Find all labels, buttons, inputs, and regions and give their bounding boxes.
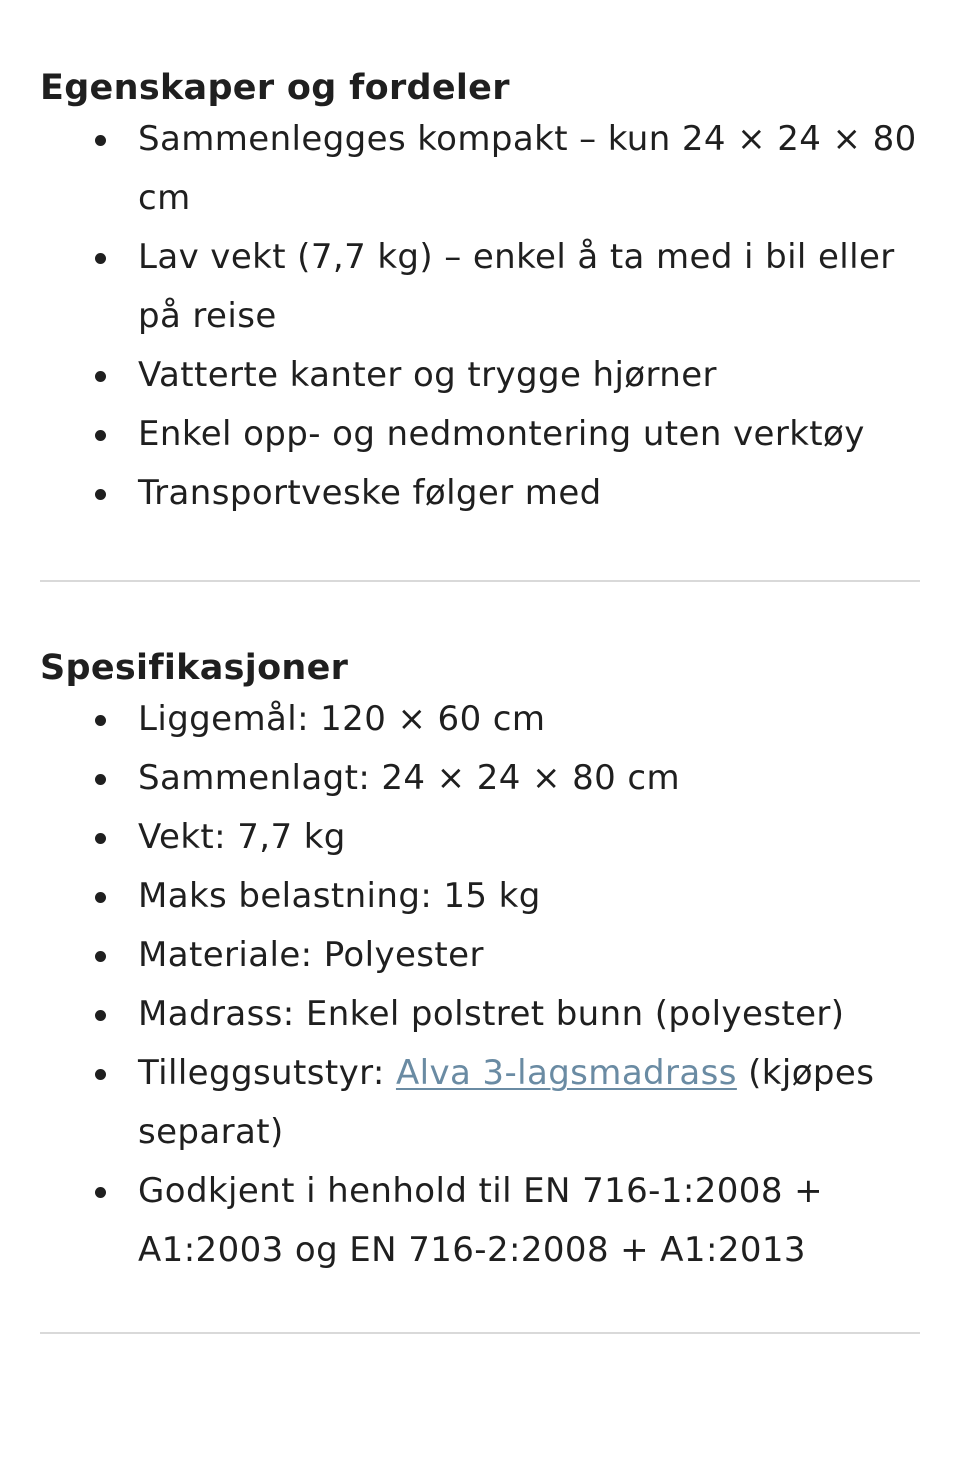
list-item bbox=[138, 749, 920, 808]
features-heading: Egenskaper og fordeler bbox=[40, 68, 510, 108]
bullet-icon bbox=[95, 1069, 106, 1080]
list-item bbox=[138, 690, 920, 749]
list-item-text: Enkel opp- og nedmontering uten verktøy bbox=[138, 414, 865, 454]
list-item bbox=[138, 464, 920, 523]
bullet-icon bbox=[95, 135, 106, 146]
bullet-icon bbox=[95, 1010, 106, 1021]
approval-text: Godkjent i henhold til EN 716-1:2008 + A1:2003 og EN 716-2:2008 + A1:2013 bbox=[138, 1171, 823, 1270]
bullet-icon bbox=[95, 833, 106, 844]
bullet-icon bbox=[95, 430, 106, 441]
list-item bbox=[138, 808, 920, 867]
list-item-text: Vekt: 7,7 kg bbox=[138, 817, 346, 857]
list-item-text: Sammenlagt: 24 × 24 × 80 cm bbox=[138, 758, 680, 798]
bullet-icon bbox=[95, 892, 106, 903]
list-item-text: Transportveske følger med bbox=[138, 473, 602, 513]
list-item-text: Vatterte kanter og trygge hjørner bbox=[138, 355, 717, 395]
list-item-text: Madrass: Enkel polstret bunn (polyester) bbox=[138, 994, 845, 1034]
list-item bbox=[138, 1044, 920, 1162]
bullet-icon bbox=[95, 774, 106, 785]
list-item bbox=[138, 1162, 920, 1280]
list-item bbox=[138, 346, 920, 405]
section-divider bbox=[40, 1332, 920, 1334]
bullet-icon bbox=[95, 1187, 106, 1198]
specs-list bbox=[40, 690, 920, 1280]
accessory-prefix: Tilleggsutstyr: bbox=[138, 1053, 396, 1093]
list-item bbox=[138, 405, 920, 464]
list-item-text: Materiale: Polyester bbox=[138, 935, 484, 975]
list-item-text: Sammenlegges kompakt – kun 24 × 24 × 80 cm bbox=[138, 119, 917, 218]
features-list bbox=[40, 110, 920, 523]
list-item bbox=[138, 985, 920, 1044]
list-item bbox=[138, 867, 920, 926]
list-item-text: Liggemål: 120 × 60 cm bbox=[138, 699, 546, 739]
bullet-icon bbox=[95, 715, 106, 726]
list-item-text: Maks belastning: 15 kg bbox=[138, 876, 541, 916]
list-item-text: Lav vekt (7,7 kg) – enkel å ta med i bil eller på reise bbox=[138, 237, 895, 336]
bullet-icon bbox=[95, 253, 106, 264]
bullet-icon bbox=[95, 489, 106, 500]
bullet-icon bbox=[95, 951, 106, 962]
list-item bbox=[138, 228, 920, 346]
list-item bbox=[138, 110, 920, 228]
accessory-suffix: (kjøpes separat) bbox=[138, 1053, 875, 1152]
accessory-link[interactable]: Alva 3-lagsmadrass bbox=[395, 1053, 737, 1093]
bullet-icon bbox=[95, 371, 106, 382]
specs-heading: Spesifikasjoner bbox=[40, 648, 349, 688]
list-item bbox=[138, 926, 920, 985]
